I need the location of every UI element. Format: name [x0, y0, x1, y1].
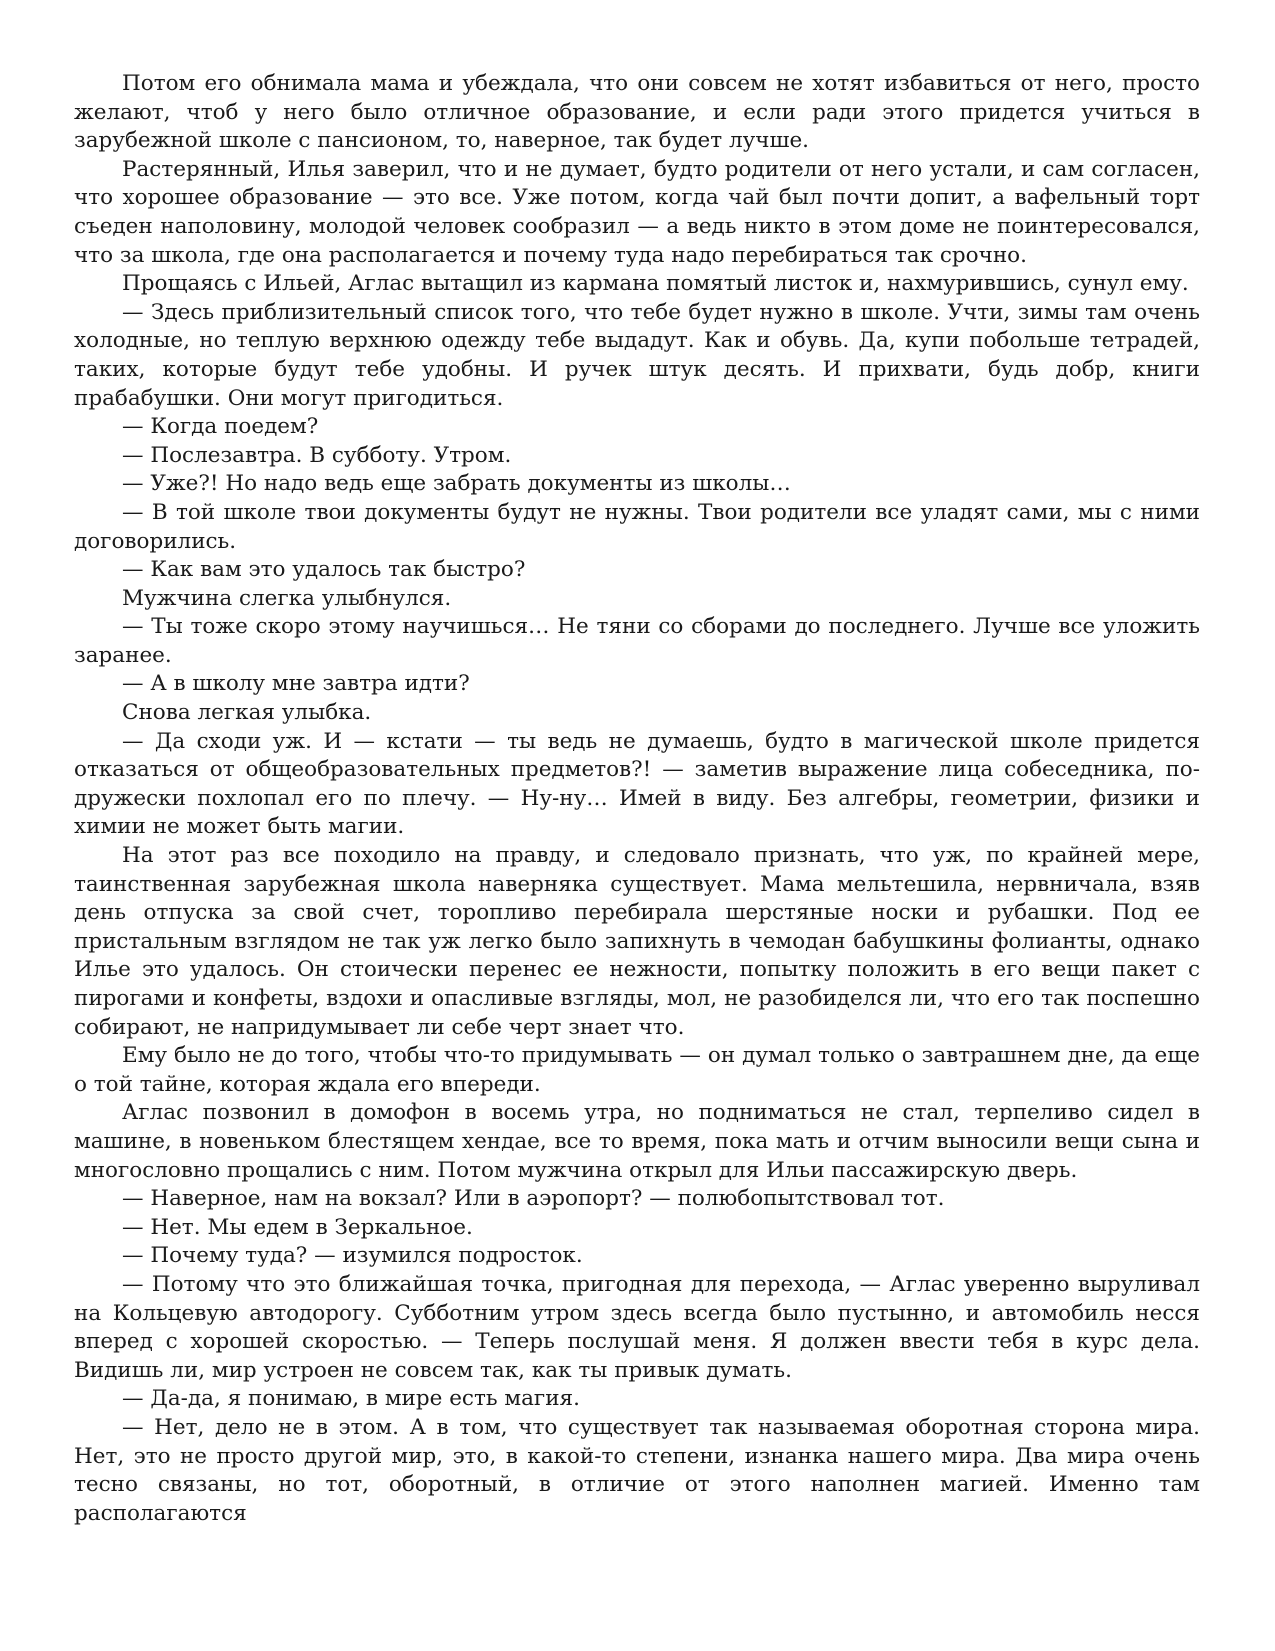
paragraph: — Нет. Мы едем в Зеркальное.: [122, 1214, 473, 1240]
paragraph: Растерянный, Илья заверил, что и не думает, будто родители от него устали, и сам согласен, что хорошее образование — это все. Уже потом, когда чай был почти допит, а вафельный торт съеден наполовину, молодой человек сообразил — а ведь никто в этом доме не поинтересовался, что за школа, где она располагается и почему туда надо перебираться так срочно.: [74, 156, 1200, 268]
paragraph: Снова легкая улыбка.: [122, 700, 372, 726]
paragraph: — Ты тоже скоро этому научишься… Не тяни со сборами до последнего. Лучше все уложить заранее.: [74, 614, 1200, 668]
paragraph: Аглас позвонил в домофон в восемь утра, но подниматься не стал, терпеливо сидел в машине, в новеньком блестящем хендае, все то время, пока мать и отчим выносили вещи сына и многословно прощались с ним. Потом мужчина открыл для Ильи пассажирскую дверь.: [74, 1100, 1200, 1183]
paragraph: Ему было не до того, чтобы что-то придумывать — он думал только о завтрашнем дне, да еще о той тайне, которая ждала его впереди.: [74, 1043, 1200, 1097]
paragraph: — Когда поедем?: [122, 414, 319, 440]
paragraph: — Уже?! Но надо ведь еще забрать документы из школы…: [122, 471, 791, 497]
paragraph: — Здесь приблизительный список того, что тебе будет нужно в школе. Учти, зимы там очень холодные, но теплую верхнюю одежду тебе выдадут. Как и обувь. Да, купи побольше тетрадей, таких, которые будут тебе удобны. И ручек штук десять. И прихвати, будь добр, книги прабабушки. Они могут пригодиться.: [74, 299, 1200, 411]
paragraph: На этот раз все походило на правду, и следовало признать, что уж, по крайней мере, таинственная зарубежная школа наверняка существует. Мама мельтешила, нервничала, взяв день отпуска за свой счет, торопливо перебирала шерстяные носки и рубашки. Под ее пристальным взглядом не так уж легко было запихнуть в чемодан бабушкины фолианты, однако Илье это удалось. Он стоически перенес ее нежности, попытку положить в его вещи пакет с пирогами и конфеты, вздохи и опасливые взгляды, мол, не разобиделся ли, что его так поспешно собирают, не напридумывает ли себе черт знает что.: [74, 843, 1200, 1040]
page-body: [74, 70, 1200, 1528]
paragraph: — Нет, дело не в этом. А в том, что существует так называемая оборотная сторона мира. Нет, это не просто другой мир, это, в какой-то степени, изнанка нашего мира. Два мира очень тесно связаны, но тот, оборотный, в отличие от этого наполнен магией. Именно там располагаются: [74, 1414, 1200, 1526]
paragraph: Прощаясь с Ильей, Аглас вытащил из кармана помятый листок и, нахмурившись, сунул ему.: [122, 271, 1189, 297]
paragraph: — Почему туда? — изумился подросток.: [122, 1243, 583, 1269]
paragraph: — Потому что это ближайшая точка, пригодная для перехода, — Аглас уверенно выруливал на Кольцевую автодорогу. Субботним утром здесь всегда было пустынно, и автомобиль несся вперед с хорошей скоростью. — Теперь послушай меня. Я должен ввести тебя в курс дела. Видишь ли, мир устроен не совсем так, как ты привык думать.: [74, 1271, 1200, 1383]
paragraph: — Послезавтра. В субботу. Утром.: [122, 442, 512, 468]
paragraph: — Наверное, нам на вокзал? Или в аэропорт? — полюбопытствовал тот.: [122, 1186, 945, 1212]
paragraph: — Да-да, я понимаю, в мире есть магия.: [122, 1386, 580, 1412]
paragraph: — Как вам это удалось так быстро?: [122, 557, 526, 583]
paragraph: — А в школу мне завтра идти?: [122, 671, 470, 697]
paragraph: Потом его обнимала мама и убеждала, что они совсем не хотят избавиться от него, просто желают, чтоб у него было отличное образование, и если ради этого придется учиться в зарубежной школе с пансионом, то, наверное, так будет лучше.: [74, 71, 1200, 154]
paragraph: — Да сходи уж. И — кстати — ты ведь не думаешь, будто в магической школе придется отказаться от общеобразовательных предметов?! — заметив выражение лица собеседника, подружески похлопал его по плечу. — Ну-ну… Имей в виду. Без алгебры, геометрии, физики и химии не может быть магии.: [74, 728, 1200, 840]
paragraph: Мужчина слегка улыбнулся.: [122, 585, 452, 611]
paragraph: — В той школе твои документы будут не нужны. Твои родители все уладят сами, мы с ними договорились.: [74, 499, 1200, 554]
